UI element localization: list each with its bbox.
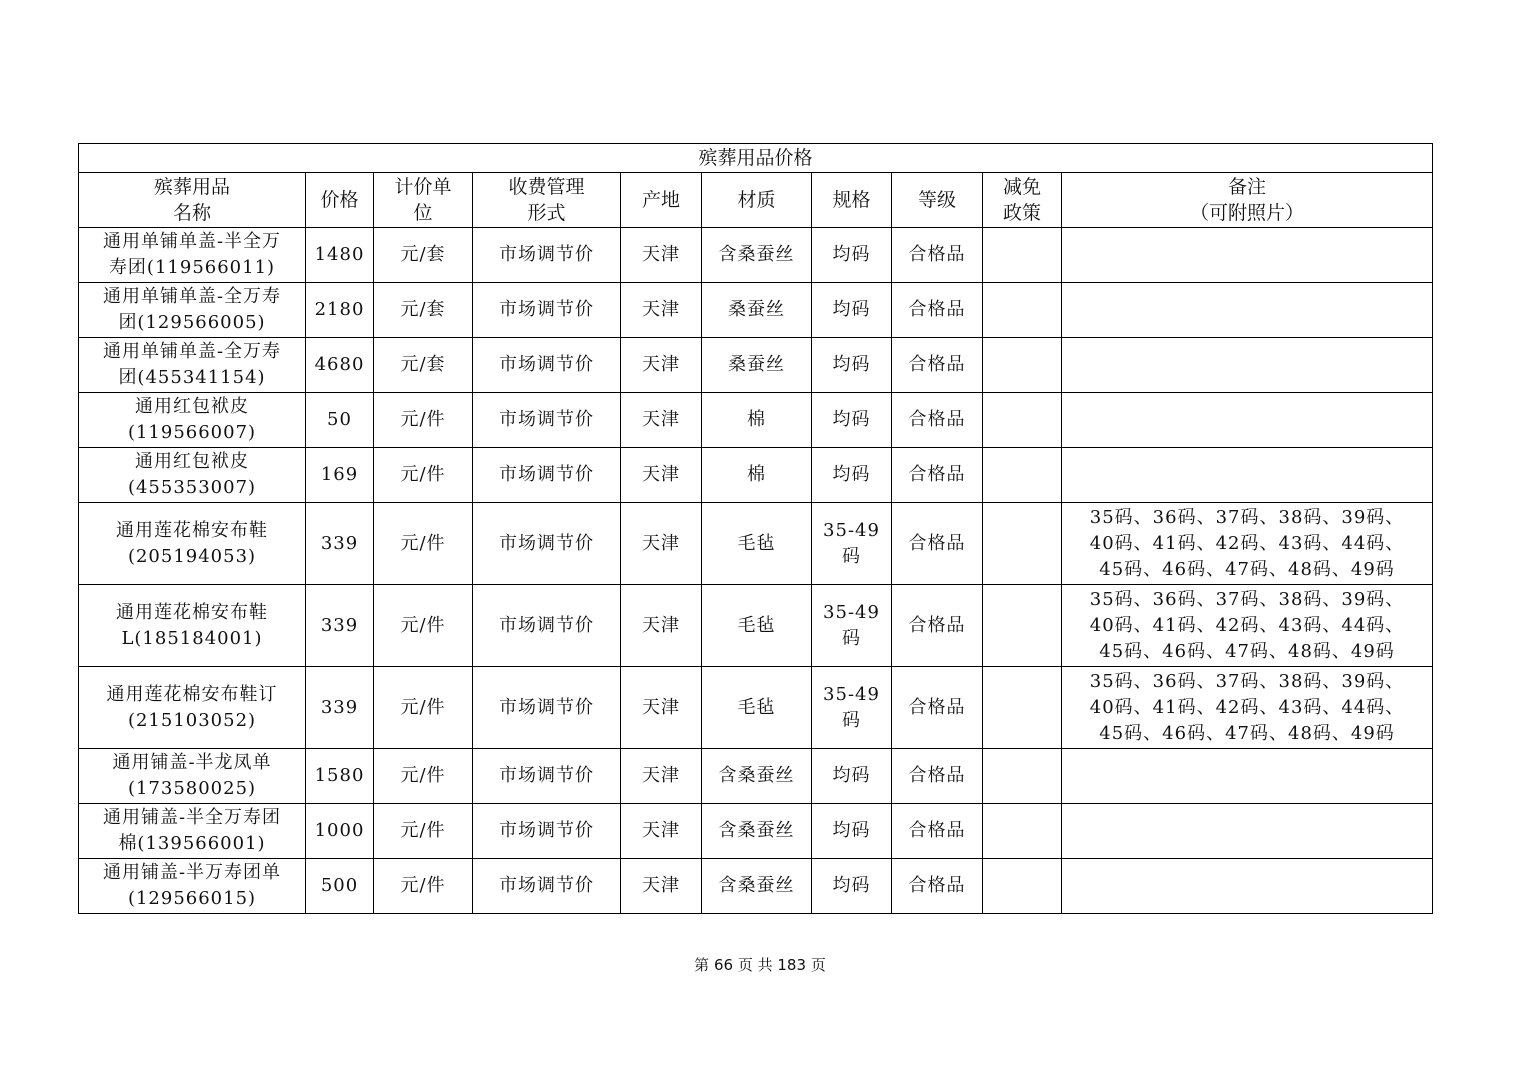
cell-grade: 合格品 bbox=[892, 585, 983, 667]
header-spec: 规格 bbox=[812, 173, 892, 228]
cell-price: 339 bbox=[306, 585, 374, 667]
cell-remark: 35码、36码、37码、38码、39码、 40码、41码、42码、43码、44码、 45码、46码、47码、48码、49码 bbox=[1062, 585, 1433, 667]
cell-material: 棉 bbox=[702, 393, 812, 448]
cell-price: 2180 bbox=[306, 283, 374, 338]
footer-total-pages: 183 bbox=[777, 956, 807, 974]
cell-name: 通用铺盖-半万寿团单 (129566015) bbox=[79, 859, 306, 914]
cell-grade: 合格品 bbox=[892, 283, 983, 338]
cell-origin: 天津 bbox=[621, 859, 702, 914]
cell-price: 339 bbox=[306, 503, 374, 585]
cell-price: 169 bbox=[306, 448, 374, 503]
footer-suffix: 页 bbox=[810, 956, 826, 974]
cell-material: 毛毡 bbox=[702, 585, 812, 667]
cell-remark bbox=[1062, 749, 1433, 804]
table-row bbox=[79, 749, 1433, 804]
cell-unit: 元/套 bbox=[374, 283, 473, 338]
cell-policy bbox=[983, 585, 1062, 667]
cell-price: 339 bbox=[306, 667, 374, 749]
cell-remark bbox=[1062, 228, 1433, 283]
cell-material: 桑蚕丝 bbox=[702, 338, 812, 393]
cell-price: 1480 bbox=[306, 228, 374, 283]
table-header-row bbox=[79, 173, 1433, 228]
cell-material: 毛毡 bbox=[702, 503, 812, 585]
cell-fee-form: 市场调节价 bbox=[473, 228, 621, 283]
cell-material: 含桑蚕丝 bbox=[702, 749, 812, 804]
cell-spec: 均码 bbox=[812, 393, 892, 448]
cell-fee-form: 市场调节价 bbox=[473, 338, 621, 393]
cell-grade: 合格品 bbox=[892, 804, 983, 859]
cell-grade: 合格品 bbox=[892, 228, 983, 283]
cell-fee-form: 市场调节价 bbox=[473, 503, 621, 585]
cell-grade: 合格品 bbox=[892, 859, 983, 914]
cell-unit: 元/件 bbox=[374, 448, 473, 503]
header-policy: 减免 政策 bbox=[983, 173, 1062, 228]
header-grade: 等级 bbox=[892, 173, 983, 228]
cell-grade: 合格品 bbox=[892, 667, 983, 749]
cell-grade: 合格品 bbox=[892, 503, 983, 585]
cell-unit: 元/件 bbox=[374, 859, 473, 914]
cell-fee-form: 市场调节价 bbox=[473, 448, 621, 503]
cell-remark bbox=[1062, 393, 1433, 448]
cell-policy bbox=[983, 804, 1062, 859]
cell-name: 通用铺盖-半全万寿团 棉(139566001) bbox=[79, 804, 306, 859]
cell-remark bbox=[1062, 804, 1433, 859]
cell-remark bbox=[1062, 283, 1433, 338]
cell-name: 通用莲花棉安布鞋 (205194053) bbox=[79, 503, 306, 585]
cell-origin: 天津 bbox=[621, 393, 702, 448]
cell-origin: 天津 bbox=[621, 448, 702, 503]
cell-name: 通用红包袱皮 (119566007) bbox=[79, 393, 306, 448]
cell-spec: 均码 bbox=[812, 749, 892, 804]
cell-policy bbox=[983, 393, 1062, 448]
cell-name: 通用单铺单盖-全万寿 团(129566005) bbox=[79, 283, 306, 338]
cell-fee-form: 市场调节价 bbox=[473, 859, 621, 914]
cell-price: 500 bbox=[306, 859, 374, 914]
cell-grade: 合格品 bbox=[892, 448, 983, 503]
cell-material: 含桑蚕丝 bbox=[702, 859, 812, 914]
cell-unit: 元/件 bbox=[374, 503, 473, 585]
cell-remark bbox=[1062, 859, 1433, 914]
table-row bbox=[79, 667, 1433, 749]
cell-policy bbox=[983, 338, 1062, 393]
cell-policy bbox=[983, 448, 1062, 503]
table-title-row bbox=[79, 144, 1433, 173]
cell-origin: 天津 bbox=[621, 283, 702, 338]
cell-name: 通用莲花棉安布鞋订 (215103052) bbox=[79, 667, 306, 749]
cell-unit: 元/套 bbox=[374, 338, 473, 393]
cell-origin: 天津 bbox=[621, 503, 702, 585]
cell-fee-form: 市场调节价 bbox=[473, 667, 621, 749]
cell-name: 通用莲花棉安布鞋 L(185184001) bbox=[79, 585, 306, 667]
header-origin: 产地 bbox=[621, 173, 702, 228]
footer-middle: 页 共 bbox=[737, 956, 773, 974]
cell-unit: 元/件 bbox=[374, 667, 473, 749]
cell-remark: 35码、36码、37码、38码、39码、 40码、41码、42码、43码、44码、 45码、46码、47码、48码、49码 bbox=[1062, 667, 1433, 749]
cell-unit: 元/件 bbox=[374, 804, 473, 859]
cell-policy bbox=[983, 667, 1062, 749]
header-name: 殡葬用品 名称 bbox=[79, 173, 306, 228]
cell-spec: 35-49 码 bbox=[812, 585, 892, 667]
cell-price: 4680 bbox=[306, 338, 374, 393]
cell-spec: 均码 bbox=[812, 283, 892, 338]
cell-fee-form: 市场调节价 bbox=[473, 283, 621, 338]
cell-fee-form: 市场调节价 bbox=[473, 393, 621, 448]
cell-policy bbox=[983, 283, 1062, 338]
cell-spec: 35-49 码 bbox=[812, 667, 892, 749]
cell-unit: 元/件 bbox=[374, 585, 473, 667]
cell-spec: 均码 bbox=[812, 859, 892, 914]
header-unit: 计价单 位 bbox=[374, 173, 473, 228]
cell-price: 1000 bbox=[306, 804, 374, 859]
table-row bbox=[79, 283, 1433, 338]
cell-spec: 均码 bbox=[812, 804, 892, 859]
page-footer bbox=[0, 954, 1520, 975]
cell-name: 通用单铺单盖-半全万 寿团(119566011) bbox=[79, 228, 306, 283]
cell-policy bbox=[983, 749, 1062, 804]
table-row bbox=[79, 228, 1433, 283]
cell-origin: 天津 bbox=[621, 749, 702, 804]
cell-origin: 天津 bbox=[621, 667, 702, 749]
footer-prefix: 第 bbox=[694, 956, 710, 974]
cell-grade: 合格品 bbox=[892, 393, 983, 448]
cell-remark bbox=[1062, 338, 1433, 393]
table-row bbox=[79, 338, 1433, 393]
cell-material: 含桑蚕丝 bbox=[702, 804, 812, 859]
table-row bbox=[79, 503, 1433, 585]
table-row bbox=[79, 859, 1433, 914]
cell-unit: 元/件 bbox=[374, 393, 473, 448]
table-row bbox=[79, 804, 1433, 859]
cell-spec: 35-49 码 bbox=[812, 503, 892, 585]
cell-fee-form: 市场调节价 bbox=[473, 804, 621, 859]
cell-spec: 均码 bbox=[812, 228, 892, 283]
header-remark: 备注 （可附照片） bbox=[1062, 173, 1433, 228]
cell-name: 通用单铺单盖-全万寿 团(455341154) bbox=[79, 338, 306, 393]
cell-fee-form: 市场调节价 bbox=[473, 749, 621, 804]
header-fee-form: 收费管理 形式 bbox=[473, 173, 621, 228]
cell-origin: 天津 bbox=[621, 338, 702, 393]
header-material: 材质 bbox=[702, 173, 812, 228]
cell-spec: 均码 bbox=[812, 338, 892, 393]
cell-unit: 元/套 bbox=[374, 228, 473, 283]
cell-material: 含桑蚕丝 bbox=[702, 228, 812, 283]
table-row bbox=[79, 393, 1433, 448]
cell-material: 桑蚕丝 bbox=[702, 283, 812, 338]
cell-origin: 天津 bbox=[621, 804, 702, 859]
price-table bbox=[78, 143, 1433, 914]
cell-origin: 天津 bbox=[621, 585, 702, 667]
cell-grade: 合格品 bbox=[892, 749, 983, 804]
cell-origin: 天津 bbox=[621, 228, 702, 283]
table-title: 殡葬用品价格 bbox=[79, 144, 1433, 173]
cell-material: 棉 bbox=[702, 448, 812, 503]
cell-remark bbox=[1062, 448, 1433, 503]
footer-page-number: 66 bbox=[713, 956, 734, 974]
cell-policy bbox=[983, 503, 1062, 585]
cell-grade: 合格品 bbox=[892, 338, 983, 393]
cell-price: 50 bbox=[306, 393, 374, 448]
table-row bbox=[79, 585, 1433, 667]
cell-spec: 均码 bbox=[812, 448, 892, 503]
cell-price: 1580 bbox=[306, 749, 374, 804]
header-price: 价格 bbox=[306, 173, 374, 228]
cell-name: 通用红包袱皮 (455353007) bbox=[79, 448, 306, 503]
cell-remark: 35码、36码、37码、38码、39码、 40码、41码、42码、43码、44码、 45码、46码、47码、48码、49码 bbox=[1062, 503, 1433, 585]
cell-material: 毛毡 bbox=[702, 667, 812, 749]
cell-unit: 元/件 bbox=[374, 749, 473, 804]
cell-policy bbox=[983, 859, 1062, 914]
table-row bbox=[79, 448, 1433, 503]
cell-fee-form: 市场调节价 bbox=[473, 585, 621, 667]
cell-name: 通用铺盖-半龙凤单 (173580025) bbox=[79, 749, 306, 804]
cell-policy bbox=[983, 228, 1062, 283]
